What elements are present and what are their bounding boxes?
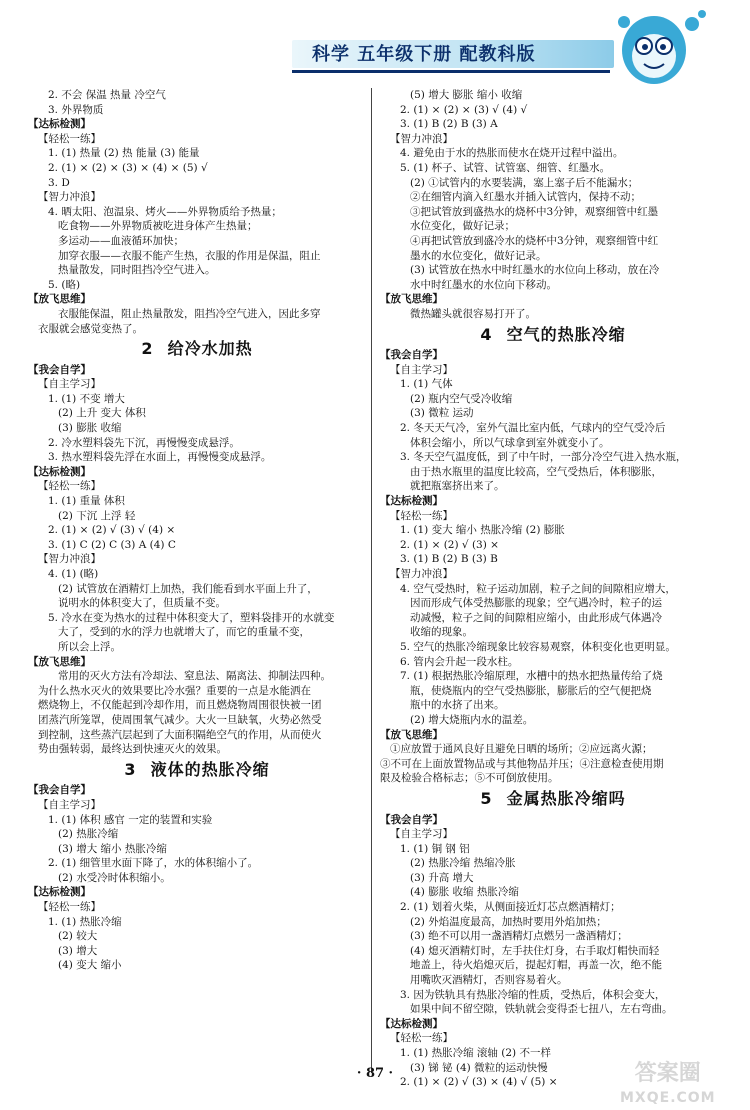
answer-line: (4) 变大 缩小 xyxy=(58,959,122,972)
answer-line: ③把试管放到盛热水的烧杯中3分钟，观察细管中红墨 xyxy=(410,205,659,218)
answer-line: 【轻松一练】 xyxy=(38,901,101,914)
answer-line: (4) 膨胀 收缩 热胀冷缩 xyxy=(410,886,519,899)
section-heading: 3 液体的热胀冷缩 xyxy=(124,759,270,779)
answer-line: 【自主学习】 xyxy=(38,378,101,391)
answer-line: (3) 试管放在热水中时红墨水的水位向上移动，放在冷 xyxy=(410,264,660,277)
answer-line: (2) 试管放在酒精灯上加热，我们能看到水平面上升了， xyxy=(58,582,318,595)
answer-line: 限及检验合格标志；⑤不可倒放使用。 xyxy=(380,772,559,785)
answer-line: (3) 升高 增大 xyxy=(410,871,474,884)
subsection-label: 【我会自学】 xyxy=(380,349,443,362)
answer-line: (2) 热胀冷缩 xyxy=(58,828,119,841)
section-heading: 4 空气的热胀冷缩 xyxy=(480,324,626,344)
subsection-label: 【达标检测】 xyxy=(380,1017,443,1030)
answer-line: 吃食物——外界物质被吃进身体产生热量； xyxy=(58,220,258,233)
book-title: 科学 五年级下册 配教科版 xyxy=(312,44,536,65)
answer-line: 4. 避免由于水的热胀而使水在烧开过程中溢出。 xyxy=(400,147,624,160)
answer-line: 【自主学习】 xyxy=(38,798,101,811)
answer-line: 4. (1) (略) xyxy=(48,568,99,580)
answer-line: 2. (1) × (2) √ (3) × (4) √ (5) × xyxy=(400,1076,558,1089)
mascot-logo-icon xyxy=(606,4,716,88)
answer-line: 因而形成气体受热膨胀的现象；空气遇冷时，粒子的运 xyxy=(410,597,662,610)
answer-line: 团蒸汽所笼罩，使周围氧气减少。大火一旦缺氧，火势必然受 xyxy=(38,713,322,726)
answer-line: 【轻松一练】 xyxy=(38,480,101,493)
answer-line: 用嘴吹灭酒精灯，否则容易着火。 xyxy=(410,974,568,987)
answer-line: ④再把试管放到盛冷水的烧杯中3分钟，观察细管中红 xyxy=(410,234,659,247)
answer-line: 【轻松一练】 xyxy=(390,509,453,522)
answer-line: 3. (1) C (2) C (3) A (4) C xyxy=(48,538,176,551)
section-heading: 5 金属热胀冷缩吗 xyxy=(480,788,626,808)
answer-line: (4) 熄灭酒精灯时，左手扶住灯身，右手取灯帽快而轻 xyxy=(410,944,660,957)
answer-line: 【轻松一练】 xyxy=(38,132,101,145)
answer-line: 多运动——血液循环加快； xyxy=(58,234,184,247)
answer-line: 势由强转弱，最终达到快速灭火的效果。 xyxy=(38,743,227,756)
answer-line: 7. (1) 根据热胀冷缩原理，水槽中的热水把热量传给了烧 xyxy=(400,670,663,683)
answer-line: (2) ①试管内的水要装满，塞上塞子后不能漏水； xyxy=(410,176,639,189)
subsection-label: 【达标检测】 xyxy=(28,886,91,899)
subsection-label: 【我会自学】 xyxy=(28,784,91,797)
answer-line: 衣服就会感觉变热了。 xyxy=(38,322,143,335)
answer-line: 动减慢，粒子之间的间隙相应缩小，由此形成气体遇冷 xyxy=(410,611,662,624)
answer-line: (3) 绝不可以用一盏酒精灯点燃另一盏酒精灯； xyxy=(410,930,628,943)
answer-line: 3. (1) B (2) B (3) B xyxy=(400,553,498,566)
answer-line: 3. (1) B (2) B (3) A xyxy=(400,118,498,131)
subsection-label: 【放飞思维】 xyxy=(28,293,91,306)
answer-line: 2. 冷水塑料袋先下沉，再慢慢变成悬浮。 xyxy=(48,436,240,449)
subsection-label: 【我会自学】 xyxy=(28,363,91,376)
answer-line: 加穿衣服——衣服不能产生热，衣服的作用是保温，阻止 xyxy=(58,249,321,262)
answer-line: 4. 空气受热时，粒子运动加剧，粒子之间的间隙相应增大， xyxy=(400,582,676,595)
answer-line: 1. (1) 热胀冷缩 滚轴 (2) 不一样 xyxy=(400,1047,551,1059)
answer-line: 如果中间不留空隙，铁轨就会变得歪七扭八，左右弯曲。 xyxy=(410,1003,673,1016)
answer-line: 【智力冲浪】 xyxy=(38,553,101,566)
answer-line: 体积会缩小，所以气球拿到室外就变小了。 xyxy=(410,436,610,449)
answer-line: (2) 上升 变大 体积 xyxy=(58,407,146,420)
answer-line: 3. 外界物质 xyxy=(48,103,104,116)
answer-line: 所以会上浮。 xyxy=(58,640,121,653)
answer-line: (3) 微粒 运动 xyxy=(410,407,474,420)
answer-line: (2) 增大烧瓶内水的温差。 xyxy=(410,713,534,726)
answer-line: 3. 因为铁轨具有热胀冷缩的性质，受热后，体积会变大， xyxy=(400,988,666,1001)
answer-line: 【自主学习】 xyxy=(390,828,453,841)
answer-line: 1. (1) 体积 感官 一定的装置和实验 xyxy=(48,813,213,826)
answer-line: 2. 冬天天气冷，室外气温比室内低，气球内的空气受冷后 xyxy=(400,422,666,435)
answer-line: 1. (1) 重量 体积 xyxy=(48,495,125,508)
answer-line: 5. (略) xyxy=(48,278,81,291)
answer-line: 5. 冷水在变为热水的过程中体积变大了，塑料袋排开的水就变 xyxy=(48,611,335,624)
answer-line: 1. (1) 热胀冷缩 xyxy=(48,915,122,928)
answer-line: 说明水的体积变大了，但质量不变。 xyxy=(58,597,226,610)
answer-line: 【智力冲浪】 xyxy=(390,568,453,580)
answer-line: (2) 瓶内空气受冷收缩 xyxy=(410,392,513,405)
subsection-label: 【放飞思维】 xyxy=(380,293,443,306)
answer-line: 2. (1) 细管里水面下降了，水的体积缩小了。 xyxy=(48,857,259,870)
column-divider xyxy=(371,88,372,1073)
answer-line: 3. 冬天空气温度低，到了中午时，一部分冷空气进入热水瓶， xyxy=(400,451,687,464)
answer-line: 3. 热水塑料袋先浮在水面上，再慢慢变成悬浮。 xyxy=(48,451,272,464)
left-column xyxy=(28,88,366,973)
answer-line: 地盖上，待火焰熄灭后，提起灯帽，再盖一次，绝不能 xyxy=(410,959,662,972)
answer-line: 1. (1) 铜 钢 铝 xyxy=(400,842,470,855)
answer-line: (3) 增大 缩小 热胀冷缩 xyxy=(58,842,167,855)
answer-line: 水位变化，做好记录； xyxy=(410,220,515,233)
answer-line: 由于热水瓶里的温度比较高，空气受热后，体积膨胀， xyxy=(410,465,662,478)
answer-line: (3) 锑 铋 (4) 微粒的运动快慢 xyxy=(410,1061,548,1074)
answer-line: (3) 增大 xyxy=(58,944,98,957)
answer-line: 大了，受到的水的浮力也就增大了，而它的重量不变， xyxy=(58,626,310,639)
answer-line: 1. (1) 气体 xyxy=(400,378,453,391)
answer-line: 2. (1) × (2) × (3) √ (4) √ xyxy=(400,103,528,116)
answer-line: (2) 下沉 上浮 轻 xyxy=(58,509,136,522)
answer-line: 【自主学习】 xyxy=(390,363,453,376)
subsection-label: 【达标检测】 xyxy=(28,465,91,478)
answer-line: 瓶，使烧瓶内的空气受热膨胀，膨胀后的空气便把烧 xyxy=(410,684,652,697)
answer-line: 【智力冲浪】 xyxy=(390,132,453,145)
answer-line: ②在细管内滴入红墨水并插入试管内，保持不动； xyxy=(410,191,641,204)
answer-line: 燃烧物上，不仅能起到冷却作用，而且燃烧物周围很快被一团 xyxy=(38,699,322,712)
answer-line: 热量散发，同时阻挡冷空气进入。 xyxy=(58,264,216,277)
answer-line: ①应放置于通风良好且避免日晒的场所；②应远离火源； xyxy=(390,743,653,756)
answer-line: ③不可在上面放置物品或与其他物品并压；④注意检查使用期 xyxy=(380,757,664,770)
answer-line: 到控制，这些蒸汽层起到了大面积隔绝空气的作用，从而使火 xyxy=(38,728,322,741)
answer-line: 4. 晒太阳、泡温泉、烤火——外界物质给予热量； xyxy=(48,205,282,218)
answer-line: 1. (1) 变大 缩小 热胀冷缩 (2) 膨胀 xyxy=(400,524,565,537)
answer-line: 常用的灭火方法有冷却法、窒息法、隔离法、抑制法四种。 xyxy=(58,670,331,683)
answer-line: (2) 外焰温度最高，加热时要用外焰加热； xyxy=(410,915,607,928)
subsection-label: 【达标检测】 xyxy=(380,495,443,508)
answer-line: (2) 热胀冷缩 热缩冷胀 xyxy=(410,857,516,870)
answer-line: 【轻松一练】 xyxy=(390,1032,453,1045)
answer-line: 2. 不会 保温 热量 冷空气 xyxy=(48,89,166,101)
right-column xyxy=(380,88,726,1090)
header-rule xyxy=(292,70,610,73)
answer-line: 衣服能保温，阻止热量散发，阻挡冷空气进入，因此多穿 xyxy=(58,307,321,320)
answer-line: 就把瓶塞挤出来了。 xyxy=(410,480,505,493)
section-heading: 2 给冷水加热 xyxy=(141,339,253,359)
answer-line: (3) 膨胀 收缩 xyxy=(58,422,122,435)
answer-line: 墨水的水位变化，做好记录。 xyxy=(410,249,547,262)
answer-line: 2. (1) × (2) √ (3) × xyxy=(400,538,499,551)
answer-line: 1. (1) 不变 增大 xyxy=(48,392,125,405)
answer-line: (2) 较大 xyxy=(58,930,98,943)
answer-line: 收缩的现象。 xyxy=(410,626,473,639)
page-number: · 87 · xyxy=(356,1066,394,1081)
answer-line: 6. 管内会升起一段水柱。 xyxy=(400,655,519,668)
answer-line: 瓶中的水挤了出来。 xyxy=(410,699,505,712)
answer-line: 2. (1) × (2) √ (3) √ (4) × xyxy=(48,524,176,537)
watermark-logo: 答案圈 MXQE.COM xyxy=(620,1061,716,1106)
answer-line: 微热罐头就很容易打开了。 xyxy=(410,307,536,320)
answer-line: 5. 空气的热胀冷缩现象比较容易观察，体积变化也更明显。 xyxy=(400,640,676,653)
answer-line: 水中时红墨水的水位向下移动。 xyxy=(410,278,557,291)
answer-line: (2) 水受冷时体积缩小。 xyxy=(58,871,171,884)
answer-line: 【智力冲浪】 xyxy=(38,191,101,204)
subsection-label: 【放飞思维】 xyxy=(380,728,443,741)
answer-line: 2. (1) 划着火柴，从侧面接近灯芯点燃酒精灯； xyxy=(400,901,621,914)
subsection-label: 【放飞思维】 xyxy=(28,655,91,668)
answer-line: 3. D xyxy=(48,176,70,189)
answer-line: 1. (1) 热量 (2) 热 能量 (3) 能量 xyxy=(48,147,200,160)
subsection-label: 【达标检测】 xyxy=(28,118,91,131)
answer-line: (5) 增大 膨胀 缩小 收缩 xyxy=(410,89,523,101)
subsection-label: 【我会自学】 xyxy=(380,813,443,826)
answer-line: 5. (1) 杯子、试管、试管塞、细管、红墨水。 xyxy=(400,161,611,174)
answer-line: 为什么热水灭火的效果要比冷水强？重要的一点是水能洒在 xyxy=(38,684,311,697)
page-header xyxy=(0,0,750,92)
answer-line: 2. (1) × (2) × (3) × (4) × (5) √ xyxy=(48,161,208,174)
